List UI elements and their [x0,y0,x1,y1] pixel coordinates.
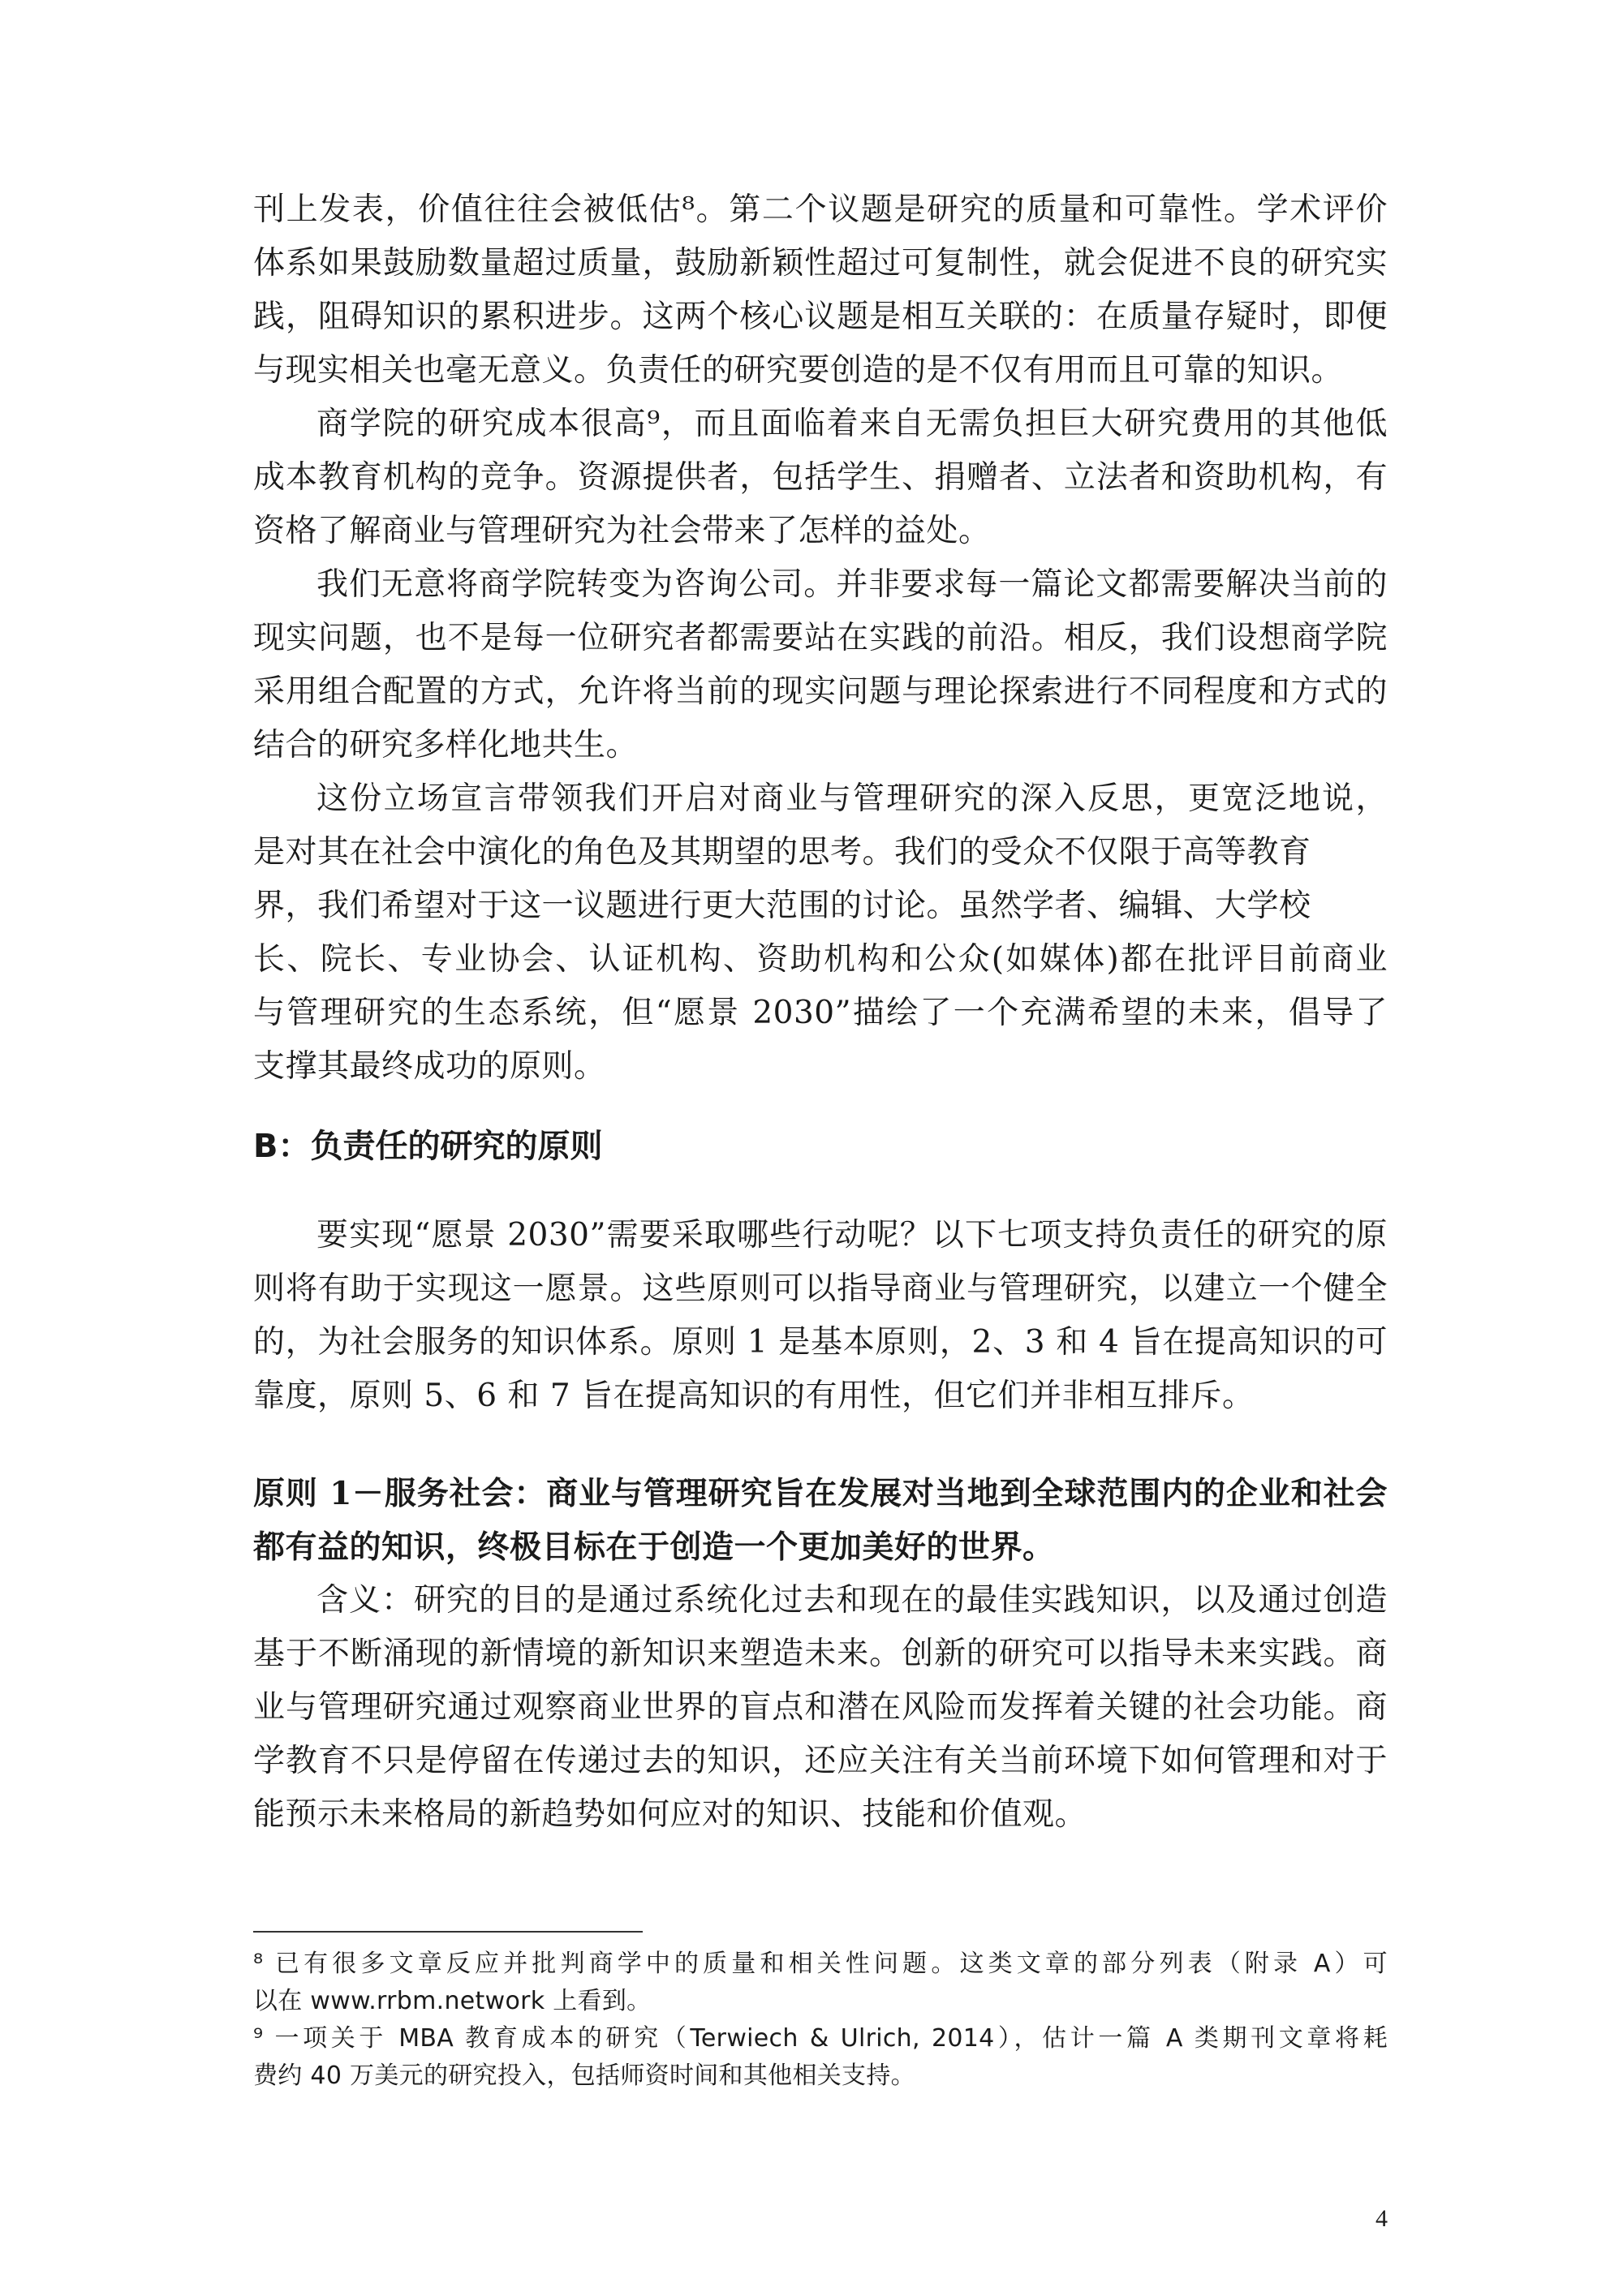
text-line: 要实现“愿景 2030”需要采取哪些行动呢？以下七项支持负责任的研究的原 [316,1217,1388,1253]
text-line: 靠度，原则 5、6 和 7 旨在提高知识的有用性，但它们并非相互排斥。 [253,1378,1255,1414]
text-line: 这份立场宣言带领我们开启对商业与管理研究的深入反思，更宽泛地说， [316,780,1388,817]
text-line: 则将有助于实现这一愿景。这些原则可以指导商业与管理研究，以建立一个健全 [253,1271,1388,1307]
paragraph-consulting [253,558,1388,772]
text-line: 是对其在社会中演化的角色及其期望的思考。我们的受众不仅限于高等教育 [253,834,1311,871]
text-line: 含义：研究的目的是通过系统化过去和现在的最佳实践知识，以及通过创造 [316,1582,1388,1619]
paragraph-cost [253,398,1388,558]
text-line: 践，阻碍知识的累积进步。这两个核心议题是相互关联的：在质量存疑时，即便 [253,299,1388,335]
text-line: 学教育不只是停留在传递过去的知识，还应关注有关当前环境下如何管理和对于 [253,1743,1388,1779]
text-line: 长、院长、专业协会、认证机构、资助机构和公众(如媒体)都在批评目前商业 [253,941,1388,978]
text-line: 与管理研究的生态系统，但“愿景 2030”描绘了一个充满希望的未来，倡导了 [253,995,1388,1031]
text-line: 刊上发表，价值往往会被低估⁸。第二个议题是研究的质量和可靠性。学术评价 [253,191,1388,228]
paragraph-quality [253,183,1388,398]
text-line: 界，我们希望对于这一议题进行更大范围的讨论。虽然学者、编辑、大学校 [253,888,1311,924]
text-line: 原则 1－服务社会：商业与管理研究旨在发展对当地到全球范围内的企业和社会 [253,1475,1388,1512]
text-line: 的，为社会服务的知识体系。原则 1 是基本原则，2、3 和 4 旨在提高知识的可 [253,1324,1388,1361]
text-line: 体系如果鼓励数量超过质量，鼓励新颖性超过可复制性，就会促进不良的研究实 [253,245,1388,282]
principle-1-statement [253,1467,1388,1574]
text-line: 业与管理研究通过观察商业世界的盲点和潜在风险而发挥着关键的社会功能。商 [253,1689,1388,1726]
section-heading: B：负责任的研究的原则 [253,1128,603,1165]
paragraph-meaning [253,1574,1388,1842]
footnote-line: ⁹ 一项关于 MBA 教育成本的研究（Terwiech & Ulrich, 2014），估计一篇 A 类期刊文章将耗 [253,2024,1388,2053]
footnote-line: 以在 www.rrbm.network 上看到。 [253,1987,652,2015]
text-line: 与现实相关也毫无意义。负责任的研究要创造的是不仅有用而且可靠的知识。 [253,352,1344,389]
text-line: 我们无意将商学院转变为咨询公司。并非要求每一篇论文都需要解决当前的 [316,566,1388,603]
text-line: 支撑其最终成功的原则。 [253,1048,606,1085]
text-line: 现实问题，也不是每一位研究者都需要站在实践的前沿。相反，我们设想商学院 [253,620,1388,656]
text-line: 能预示未来格局的新趋势如何应对的知识、技能和价值观。 [253,1796,1087,1833]
text-line: 基于不断涌现的新情境的新知识来塑造未来。创新的研究可以指导未来实践。商 [253,1636,1388,1672]
text-line: 商学院的研究成本很高⁹，而且面临着来自无需负担巨大研究费用的其他低 [316,406,1388,442]
text-line: 成本教育机构的竞争。资源提供者，包括学生、捐赠者、立法者和资助机构，有 [253,459,1388,496]
text-line: 都有益的知识，终极目标在于创造一个更加美好的世界。 [253,1529,1055,1566]
page-number: 4 [1375,2205,1388,2232]
text-line: 采用组合配置的方式，允许将当前的现实问题与理论探索进行不同程度和方式的 [253,673,1388,710]
paragraph-position-statement [253,772,1388,1094]
footnotes [253,1946,1388,2095]
text-line: 资格了解商业与管理研究为社会带来了怎样的益处。 [253,513,991,549]
text-line: 结合的研究多样化地共生。 [253,727,639,763]
footnote-divider [253,1931,643,1933]
footnote-line: 费约 40 万美元的研究投入，包括师资时间和其他相关支持。 [253,2062,915,2090]
footnote-line: ⁸ 已有很多文章反应并批判商学中的质量和相关性问题。这类文章的部分列表（附录 A）可 [253,1950,1388,1978]
paragraph-actions [253,1209,1388,1423]
